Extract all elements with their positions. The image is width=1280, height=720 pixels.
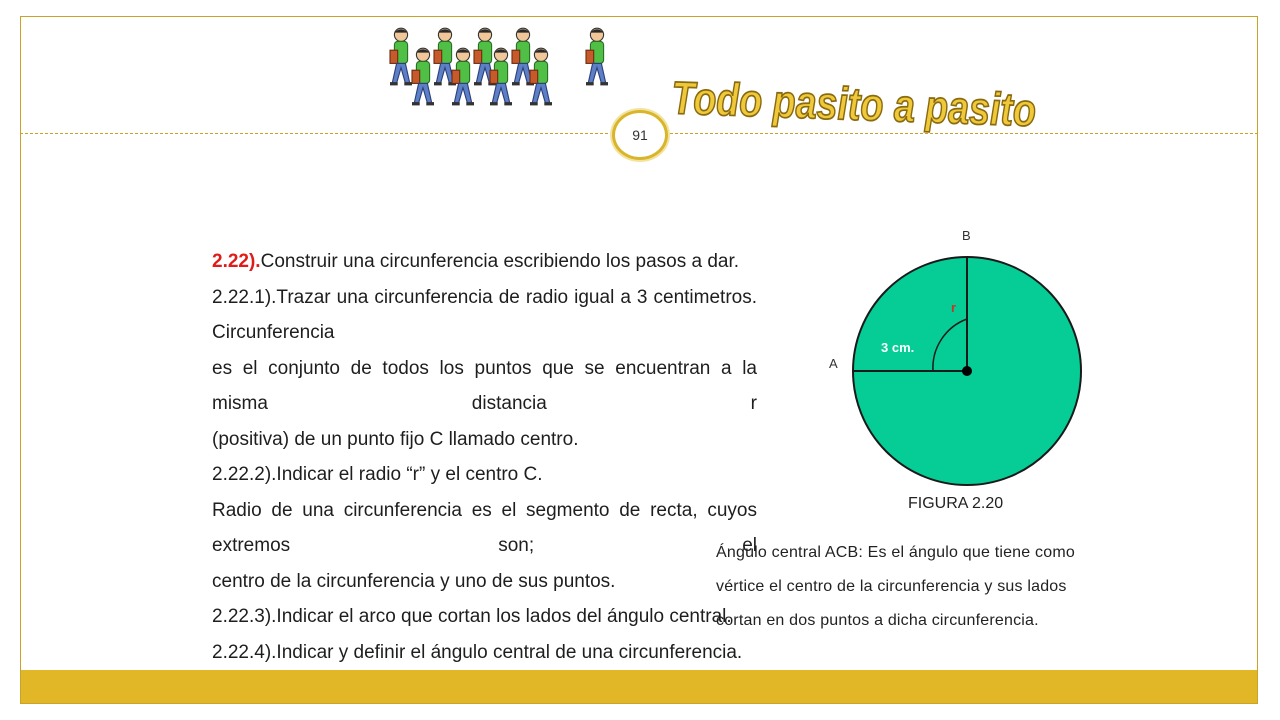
exercise-heading: Construir una circunferencia escribiendo los pasos a dar. xyxy=(260,251,740,272)
label-r: r xyxy=(951,300,957,315)
walking-men-decoration xyxy=(390,22,630,132)
title-wordart xyxy=(668,58,1036,136)
footer-bar xyxy=(21,670,1257,703)
page-number-badge xyxy=(612,110,668,160)
page-number: 91 xyxy=(632,127,648,143)
exercise-line: es el conjunto de todos los puntos que se encuentran a la misma distancia r xyxy=(212,357,757,414)
exercise-text xyxy=(212,244,757,670)
exercise-number: 2.22). xyxy=(212,251,261,272)
exercise-line: 2.22.3).Indicar el arco que cortan los lados del ángulo central. xyxy=(212,606,732,627)
exercise-line: 2.22.2).Indicar el radio “r” y el centro C. xyxy=(212,464,543,485)
exercise-line: (positiva) de un punto fijo C llamado centro. xyxy=(212,428,579,450)
label-b: B xyxy=(962,228,971,243)
central-angle-definition: Ángulo central ACB: Es el ángulo que tiene como vértice el centro de la circunferencia y sus lados cortan en dos puntos a dicha circunferencia. xyxy=(716,544,1075,629)
center-point xyxy=(962,366,972,376)
circle-figure xyxy=(815,222,1095,492)
page-title: Todo pasito a pasito xyxy=(671,71,1036,136)
exercise-line: 2.22.4).Indicar y definir el ángulo central de una circunferencia. xyxy=(212,641,743,663)
exercise-line: centro de la circunferencia y uno de sus puntos. xyxy=(212,570,616,592)
radius-length-label: 3 cm. xyxy=(881,340,915,355)
exercise-line: Radio de una circunferencia es el segmento de recta, cuyos extremos son; el xyxy=(212,499,757,556)
figure-caption: FIGURA 2.20 xyxy=(908,495,1004,512)
label-a: A xyxy=(829,356,838,371)
exercise-heading-line xyxy=(212,244,757,280)
exercise-line: 2.22.1).Trazar una circunferencia de radio igual a 3 centimetros. Circunferencia xyxy=(212,286,757,343)
